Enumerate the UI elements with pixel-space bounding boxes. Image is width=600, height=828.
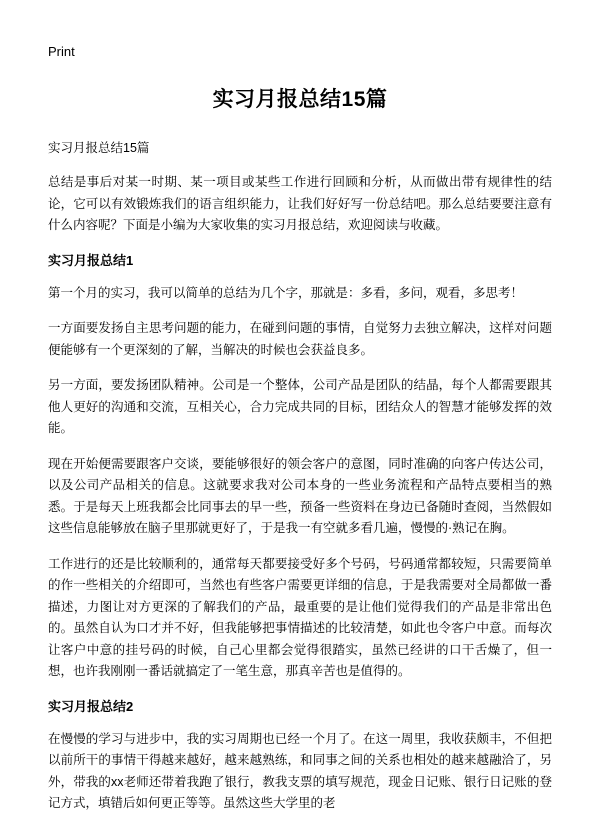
document-subtitle: 实习月报总结15篇	[48, 141, 150, 155]
paragraph: 在慢慢的学习与进步中，我的实习周期也已经一个月了。在这一周里，我收获颇丰，不但把以前所干的事情干得越来越好，越来越熟练，和同事之间的关系也相处的越来越融洽了，另外，带我的xx老师还带着我跑了银行，教我支票的填写规范，现金日记账、银行日记账的登记方式，填错后如何更正等等。虽然这些大学里的老	[48, 731, 552, 810]
paragraph: 总结是事后对某一时期、某一项目或某些工作进行回顾和分析，从而做出带有规律性的结论，它可以有效锻炼我们的语言组织能力，让我们好好写一份总结吧。那么总结要要注意有什么内容呢？下面是小编为大家收集的实习月报总结，欢迎阅读与收藏。	[48, 175, 552, 232]
paragraph: 工作进行的还是比较顺利的，通常每天都要接受好多个号码，号码通常都较短，只需要简单的作一些相关的介绍即可，当然也有些客户需要更详细的信息，于是我需要对全局都做一番描述，力图让对方更深的了解我们的产品，最重要的是让他们觉得我们的产品是非常出色的。虽然自认为口才并不好，但我能够把事情描述的比较清楚，如此也令客户中意。而每次让客户中意的挂号码的时候，自己心里都会觉得很踏实，虽然已经讲的口干舌燥了，但一想，也许我刚刚一番话就搞定了一笔生意，那真辛苦也是值得的。	[48, 556, 552, 678]
paragraph: 另一方面，要发扬团队精神。公司是一个整体，公司产品是团队的结晶，每个人都需要跟其他人更好的沟通和交流，互相关心，合力完成共同的目标，团结众人的智慧才能够发挥的效能。	[48, 378, 552, 435]
paragraph: 现在开始便需要跟客户交谈，要能够很好的领会客户的意图，同时准确的向客户传达公司，以及公司产品相关的信息。这就要求我对公司本身的一些业务流程和产品特点要相当的熟悉。于是每天上班我都会比同事去的早一些，预备一些资料在身边已备随时查阅，当然假如这些信息能够放在脑子里那就更好了，于是我一有空就多看几遍，慢慢的·熟记在胸。	[48, 456, 552, 535]
print-button[interactable]: Print	[48, 44, 75, 59]
section-heading: 实习月报总结1	[48, 252, 134, 268]
section-heading: 实习月报总结2	[48, 698, 134, 714]
paragraph: 第一个月的实习，我可以简单的总结为几个字，那就是：多看，多问，观看，多思考！	[48, 285, 524, 300]
paragraph: 一方面要发扬自主思考问题的能力，在碰到问题的事情，自觉努力去独立解决，这样对问题便能够有一个更深刻的了解，当解决的时候也会获益良多。	[48, 321, 552, 357]
page-title: 实习月报总结15篇	[212, 88, 388, 111]
document-body	[48, 172, 552, 815]
